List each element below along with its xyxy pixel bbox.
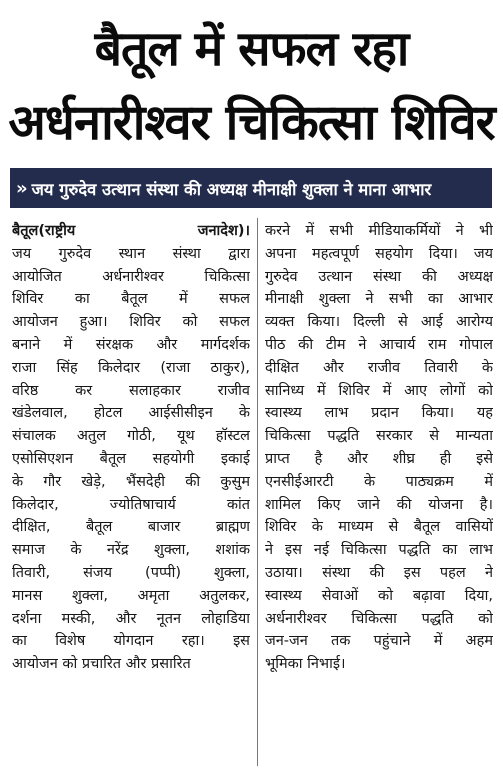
article-text-line: का विशेष योगदान रहा। इस (12, 633, 250, 650)
article-text-line: करने में सभी मीडियाकर्मियों ने भी (265, 223, 493, 239)
article-text-line: भूमिका निभाई। (265, 656, 346, 673)
article-text-line: स्वास्थ्य सेवाओं को बढ़ावा दिया, (265, 587, 493, 604)
subheadline-banner (10, 168, 492, 208)
article-text-line: वरिष्ठ कर सलाहकार राजीव (12, 382, 250, 399)
article-text-line: खंडेलवाल, होटल आईसीसीइन के (12, 405, 250, 422)
article-text-line: जन-जन तक पहुंचाने में अहम (265, 633, 493, 650)
article-text-line: मानस शुक्ला, अमृता अतुलकर, (12, 587, 250, 604)
article-text-line: मीनाक्षी शुक्ला ने सभी का आभार (265, 291, 493, 308)
article-text-line: तिवारी, संजय (पप्पी) शुक्ला, (12, 564, 250, 581)
article-text-line: स्वास्थ्य लाभ प्रदान किया। यह (265, 405, 493, 422)
article-text-line: शिविर के माध्यम से बैतूल वासियों (265, 519, 493, 536)
article-text-line: आयोजन हुआ। शिविर को सफल (12, 314, 250, 331)
double-chevron-icon: » (16, 177, 28, 199)
article-text-line: जय गुरुदेव स्थान संस्था द्वारा (12, 245, 250, 262)
article-text-line: प्राप्त है और शीघ्र ही इसे (265, 450, 493, 467)
article-text-line: सानिध्य में शिविर में आए लोगों को (265, 382, 493, 399)
article-text-line: दीक्षित और राजीव तिवारी के (265, 359, 493, 376)
article-text-line: शामिल किए जाने की योजना है। (265, 496, 493, 513)
article-text-line: चिकित्सा पद्धति सरकार से मान्यता (265, 428, 493, 445)
article-text-line: एनसीईआरटी के पाठ्यक्रम में (265, 473, 493, 490)
article-text-line: दीक्षित, बैतूल बाजार ब्राह्मण (12, 519, 250, 536)
article-text-line: संचालक अतुल गोठी, यूथ हॉस्टल (12, 428, 250, 445)
article-text-line: किलेदार, ज्योतिषाचार्य कांत (12, 496, 250, 513)
article-text-line: बनाने में संरक्षक और मार्गदर्शक (12, 336, 250, 353)
article-dateline: बैतूल(राष्ट्रीय जनादेश)। (12, 223, 250, 239)
article-text-line: शिविर का बैतूल में सफल (12, 291, 250, 308)
article-text-line: आयोजित अर्धनारीश्वर चिकित्सा (12, 268, 250, 285)
article-text-line: एसोसिएशन बैतूल सहयोगी इकाई (12, 450, 250, 467)
article-text-line: व्यक्त किया। दिल्ली से आई आरोग्य (265, 314, 493, 331)
article-text-line: अपना महत्वपूर्ण सहयोग दिया। जय (265, 245, 493, 262)
article-text-line: आयोजन को प्रचारित और प्रसारित (12, 656, 191, 673)
subheadline-text: जय गुरुदेव उत्थान संस्था की अध्यक्ष मीनाक्षी शुक्ला ने माना आभार (31, 179, 432, 199)
article-text-line: के गौर खेड़े, भैंसदेही की कुसुम (12, 473, 250, 490)
article-column-left (12, 220, 250, 676)
article-text-line: दर्शना मस्की, और नूतन लोहाडिया (12, 610, 250, 627)
article-text-line: अर्धनारीश्वर चिकित्सा पद्धति को (265, 610, 493, 627)
article-text-line: ने इस नई चिकित्सा पद्धति का लाभ (265, 542, 493, 559)
article-column-right (265, 220, 493, 676)
article-text-line: उठाया। संस्था की इस पहल ने (265, 564, 493, 581)
article-text-line: पीठ की टीम ने आचार्य राम गोपाल (265, 336, 493, 353)
article-text-line: राजा सिंह किलेदार (राजा ठाकुर), (12, 359, 250, 376)
article-text-line: समाज के नरेंद्र शुक्ला, शशांक (12, 542, 250, 559)
column-divider (257, 218, 258, 766)
headline-line-2: अर्धनारीश्वर चिकित्सा शिविर (8, 94, 495, 151)
headline-line-1: बैतूल में सफल रहा (94, 21, 409, 77)
article-text-line: गुरुदेव उत्थान संस्था की अध्यक्ष (265, 268, 493, 285)
